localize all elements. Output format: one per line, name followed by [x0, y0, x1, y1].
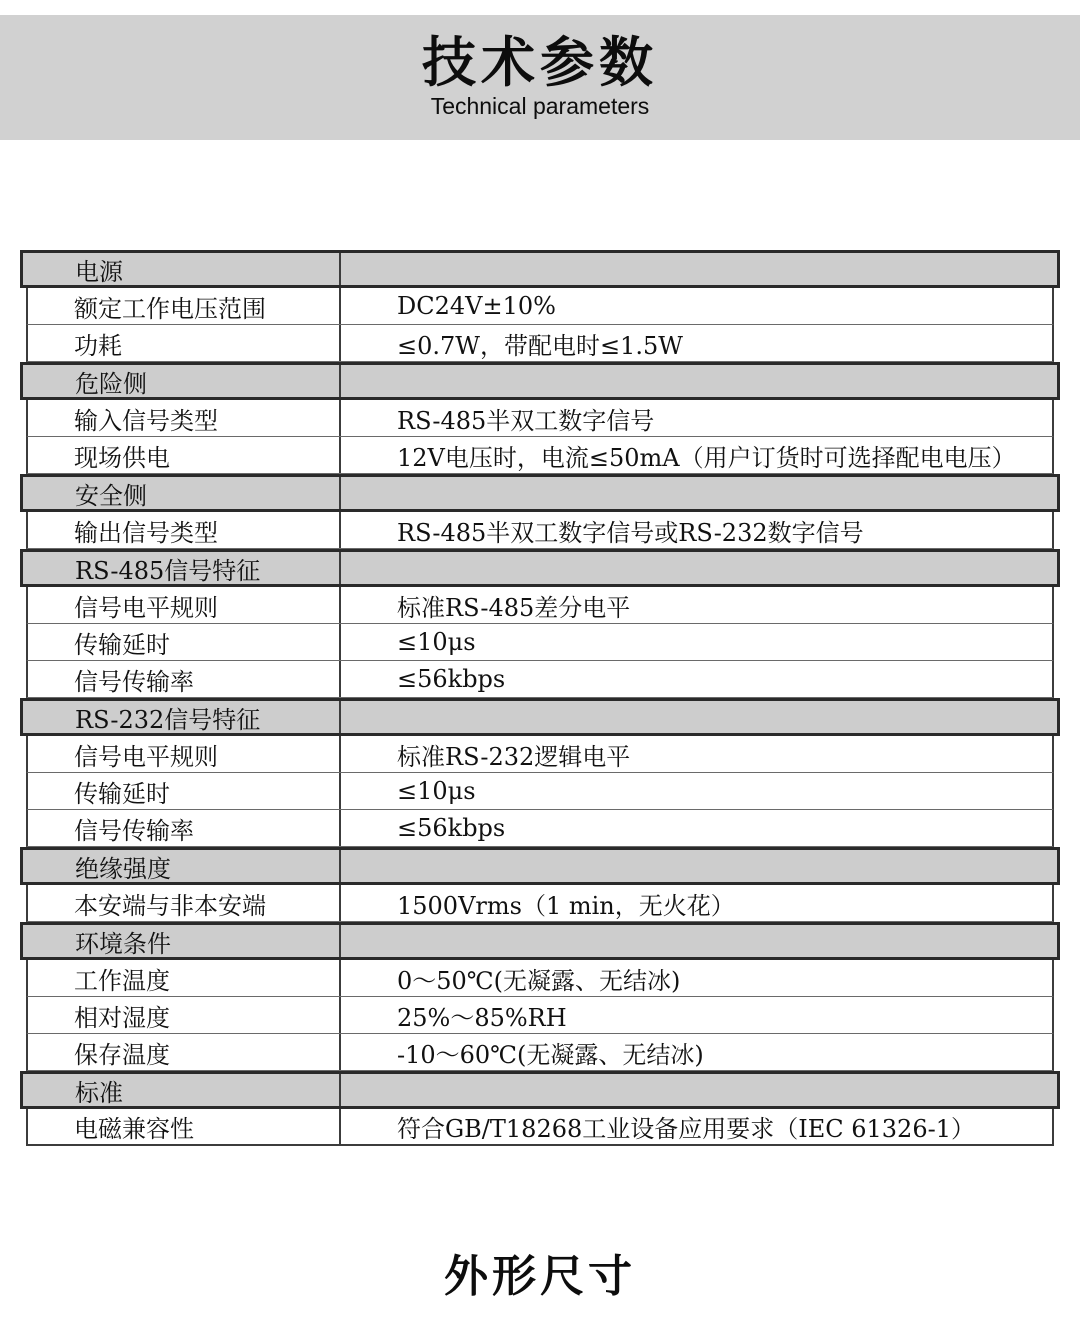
table-row	[26, 325, 1054, 362]
param-value: 1500Vrms（1 min，无火花）	[397, 891, 735, 920]
param-value	[341, 701, 1057, 733]
param-name: 相对湿度	[28, 997, 341, 1033]
table-row	[26, 587, 1054, 624]
section-header-row	[20, 549, 1060, 587]
param-value	[341, 552, 1057, 584]
table-row	[26, 1109, 1054, 1146]
section-header-row	[20, 1071, 1060, 1109]
section-title: 安全侧	[23, 477, 341, 509]
param-value: ≤10μs	[397, 628, 476, 656]
param-value: 标准RS-485差分电平	[397, 593, 631, 622]
param-name: 输入信号类型	[28, 400, 341, 436]
section-header-row	[20, 250, 1060, 288]
table-row	[26, 512, 1054, 549]
table-row	[26, 437, 1054, 474]
param-value	[341, 925, 1057, 957]
param-value: 25%～85%RH	[397, 1003, 567, 1032]
param-value	[341, 850, 1057, 882]
param-value: DC24V±10%	[397, 292, 556, 320]
param-value: ≤56kbps	[397, 814, 506, 842]
section-header-row	[20, 847, 1060, 885]
param-value: ≤0.7W，带配电时≤1.5W	[397, 331, 683, 360]
table-row	[26, 288, 1054, 325]
param-name: 额定工作电压范围	[28, 288, 341, 324]
param-value: RS-485半双工数字信号	[397, 406, 655, 435]
param-name: 信号电平规则	[28, 587, 341, 623]
table-row	[26, 736, 1054, 773]
param-value	[341, 253, 1057, 285]
table-row	[26, 1034, 1054, 1071]
param-name: 保存温度	[28, 1034, 341, 1070]
section-title: 标准	[23, 1074, 341, 1106]
spec-table	[26, 250, 1054, 1146]
table-row	[26, 400, 1054, 437]
section-title: 环境条件	[23, 925, 341, 957]
param-name: 信号电平规则	[28, 736, 341, 772]
param-value: ≤10μs	[397, 777, 476, 805]
param-value: 符合GB/T18268工业设备应用要求（IEC 61326-1）	[397, 1115, 975, 1143]
param-value	[341, 477, 1057, 509]
section-header-row	[20, 698, 1060, 736]
table-row	[26, 624, 1054, 661]
table-row	[26, 661, 1054, 698]
param-name: 现场供电	[28, 437, 341, 473]
header-band	[0, 15, 1080, 140]
section-title: 绝缘强度	[23, 850, 341, 882]
section-title: RS-485信号特征	[23, 552, 341, 584]
section-title: 电源	[23, 253, 341, 285]
param-name: 电磁兼容性	[28, 1109, 341, 1144]
table-row	[26, 773, 1054, 810]
section-header-row	[20, 922, 1060, 960]
table-row	[26, 960, 1054, 997]
section-title: RS-232信号特征	[23, 701, 341, 733]
table-row	[26, 997, 1054, 1034]
param-name: 工作温度	[28, 960, 341, 996]
param-name: 功耗	[28, 325, 341, 361]
page-subtitle: Technical parameters	[430, 93, 650, 120]
section-title-dimensions: 外形尺寸	[444, 1252, 636, 1301]
param-value: 0～50℃(无凝露、无结冰)	[397, 966, 681, 995]
param-value: ≤56kbps	[397, 665, 506, 693]
param-name: 传输延时	[28, 773, 341, 809]
section-header-row	[20, 362, 1060, 400]
param-name: 信号传输率	[28, 810, 341, 846]
page-title: 技术参数	[422, 32, 658, 93]
param-value: 12V电压时，电流≤50mA（用户订货时可选择配电电压）	[397, 443, 1016, 472]
param-name: 传输延时	[28, 624, 341, 660]
table-row	[26, 885, 1054, 922]
param-name: 输出信号类型	[28, 512, 341, 548]
param-value	[341, 1074, 1057, 1106]
param-value	[341, 365, 1057, 397]
param-value: RS-485半双工数字信号或RS-232数字信号	[397, 518, 864, 547]
section-title: 危险侧	[23, 365, 341, 397]
section-header-row	[20, 474, 1060, 512]
param-name: 本安端与非本安端	[28, 885, 341, 921]
param-value: -10～60℃(无凝露、无结冰)	[397, 1040, 704, 1069]
table-row	[26, 810, 1054, 847]
param-value: 标准RS-232逻辑电平	[397, 742, 631, 771]
param-name: 信号传输率	[28, 661, 341, 697]
